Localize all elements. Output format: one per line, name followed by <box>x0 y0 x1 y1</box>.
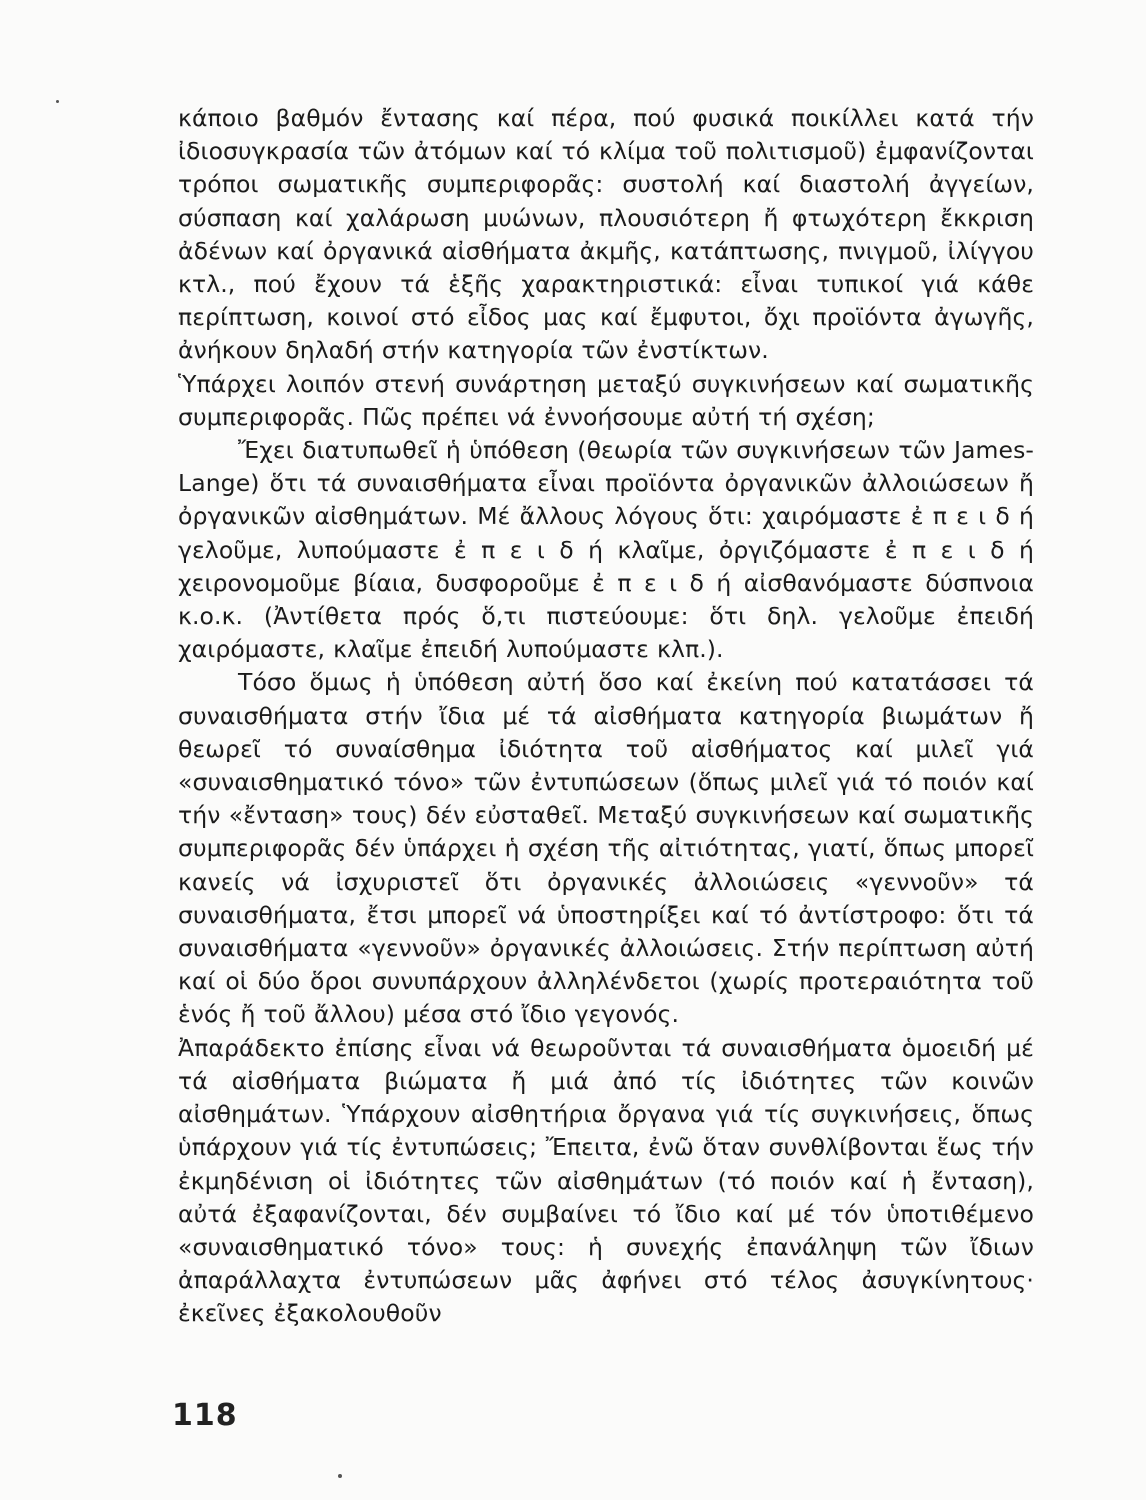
paragraph-1: κάποιο βαθμόν ἔντασης καί πέρα, πού φυσικά ποικίλλει κατά τήν ἰδιοσυγκρασία τῶν ἀτόμων καί τό κλίμα τοῦ πολιτισμοῦ) ἐμφανίζονται τρόποι σωματικῆς συμπεριφορᾶς: συστολή καί διαστολή ἀγγείων, σύσπαση καί χαλάρωση μυώνων, πλουσιότερη ἤ φτωχότερη ἔκκριση ἀδένων καί ὀργανικά αἰσθήματα ἀκμῆς, κατάπτωσης, πνιγμοῦ, ἰλίγγου κτλ., πού ἔχουν τά ἑξῆς χαρακτηριστικά: εἶναι τυπικοί γιά κάθε περίπτωση, κοινοί στό εἶδος μας καί ἔμφυτοι, ὄχι προϊόντα ἀγωγῆς, ἀνήκουν δηλαδή στήν κατηγορία τῶν ἐνστίκτων. <box>178 104 1034 365</box>
paragraph-3: Ἔχει διατυπωθεῖ ἡ ὑπόθεση (θεωρία τῶν συγκινήσεων τῶν James-Lange) ὅτι τά συναισθήματα εἶναι προϊόντα ὀργανικῶν ἀλλοιώσεων ἤ ὀργανικῶν αἰσθημάτων. Μέ ἄλλους λόγους ὅτι: χαιρόμαστε ἐ π ε ι δ ή γελοῦμε, λυπούμαστε ἐ π ε ι δ ή κλαῖμε, ὀργιζόμαστε ἐ π ε ι δ ή χειρονομοῦμε βίαια, δυσφοροῦμε ἐ π ε ι δ ή αἰσθανόμαστε δύσπνοια κ.ο.κ. (Ἀντίθετα πρός ὅ,τι πιστεύουμε: ὅτι δηλ. γελοῦμε ἐπειδή χαιρόμαστε, κλαῖμε ἐπειδή λυπούμαστε κλπ.). <box>178 436 1034 664</box>
scan-speck <box>56 100 59 103</box>
page-number: 118 <box>172 1398 238 1433</box>
paragraph-4: Τόσο ὅμως ἡ ὑπόθεση αὐτή ὅσο καί ἐκείνη πού κατατάσσει τά συναισθήματα στήν ἴδια μέ τά αἰσθήματα κατηγορία βιωμάτων ἤ θεωρεῖ τό συναίσθημα ἰδιότητα τοῦ αἰσθήματος καί μιλεῖ γιά «συναισθηματικό τόνο» τῶν ἐντυπώσεων (ὅπως μιλεῖ γιά τό ποιόν καί τήν «ἔνταση» τους) δέν εὐσταθεῖ. Μεταξύ συγκινήσεων καί σωματικῆς συμπεριφορᾶς δέν ὑπάρχει ἡ σχέση τῆς αἰτιότητας, γιατί, ὅπως μπορεῖ κανείς νά ἰσχυριστεῖ ὅτι ὀργανικές ἀλλοιώσεις «γεννοῦν» τά συναισθήματα, ἔτσι μπορεῖ νά ὑποστηρίξει καί τό ἀντίστροφο: ὅτι τά συναισθήματα «γεννοῦν» ὀργανικές ἀλλοιώσεις. Στήν περίπτωση αὐτή καί οἱ δύο ὅροι συνυπάρχουν ἀλληλένδετοι (χωρίς προτεραιότητα τοῦ ἑνός ἤ τοῦ ἄλλου) μέσα στό ἴδιο γεγονός. <box>178 668 1034 1029</box>
page-body <box>178 102 1034 1392</box>
paragraph-2: Ὑπάρχει λοιπόν στενή συνάρτηση μεταξύ συγκινήσεων καί σωματικῆς συμπεριφορᾶς. Πῶς πρέπει νά ἐννοήσουμε αὐτή τή σχέση; <box>178 369 1034 431</box>
scan-speck <box>338 1474 342 1478</box>
paragraph-5: Ἀπαράδεκτο ἐπίσης εἶναι νά θεωροῦνται τά συναισθήματα ὁμοειδή μέ τά αἰσθήματα βιώματα ἤ μιά ἀπό τίς ἰδιότητες τῶν κοινῶν αἰσθημάτων. Ὑπάρχουν αἰσθητήρια ὄργανα γιά τίς συγκινήσεις, ὅπως ὑπάρχουν γιά τίς ἐντυπώσεις; Ἔπειτα, ἐνῶ ὅταν συνθλίβονται ἕως τήν ἐκμηδένιση οἱ ἰδιότητες τῶν αἰσθημάτων (τό ποιόν καί ἡ ἔνταση), αὐτά ἐξαφανίζονται, δέν συμβαίνει τό ἴδιο καί μέ τόν ὑποτιθέμενο «συναισθηματικό τόνο» τους: ἡ συνεχής ἐπανάληψη τῶν ἴδιων ἀπαράλλαχτα ἐντυπώσεων μᾶς ἀφήνει στό τέλος ἀσυγκίνητους· ἐκεῖνες ἐξακολουθοῦν <box>178 1033 1034 1328</box>
